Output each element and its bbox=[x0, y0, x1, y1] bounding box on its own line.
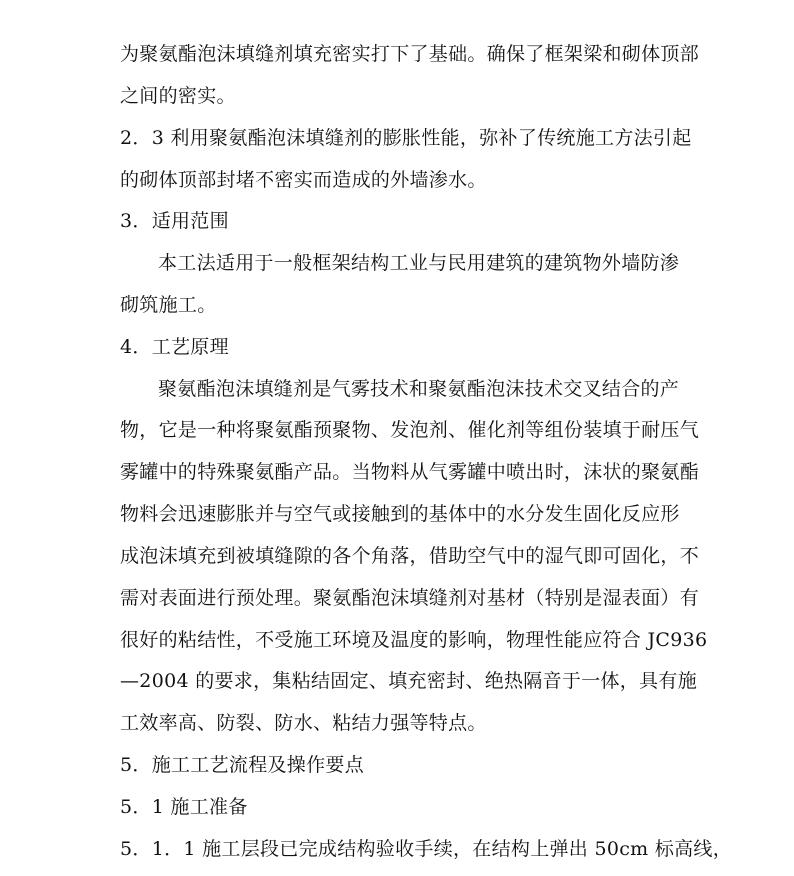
subsection-heading: 5．1 施工准备 bbox=[120, 796, 248, 818]
section-heading: 3．适用范围 bbox=[120, 210, 229, 232]
text-line: 工效率高、防裂、防水、粘结力强等特点。 bbox=[120, 712, 487, 734]
section-heading: 4．工艺原理 bbox=[120, 336, 229, 358]
text-line: 物料会迅速膨胀并与空气或接触到的基体中的水分发生固化反应形 bbox=[120, 503, 680, 525]
text-line: 的砌体顶部封堵不密实而造成的外墙渗水。 bbox=[120, 169, 487, 191]
text-line: 之间的密实。 bbox=[120, 85, 236, 107]
text-line: 雾罐中的特殊聚氨酯产品。当物料从气雾罐中喷出时，沫状的聚氨酯 bbox=[120, 461, 700, 483]
paragraph-line: 聚氨酯泡沫填缝剂是气雾技术和聚氨酯泡沫技术交叉结合的产 bbox=[158, 378, 680, 400]
paragraph-line: 本工法适用于一般框架结构工业与民用建筑的建筑物外墙防渗 bbox=[158, 252, 680, 274]
text-line: 砌筑施工。 bbox=[120, 294, 217, 316]
text-line: 很好的粘结性，不受施工环境及温度的影响，物理性能应符合 JC936 bbox=[120, 629, 708, 651]
text-line: —2004 的要求，集粘结固定、填充密封、绝热隔音于一体，具有施 bbox=[120, 670, 697, 692]
text-line: 为聚氨酯泡沫填缝剂填充密实打下了基础。确保了框架梁和砌体顶部 bbox=[120, 43, 700, 65]
text-line: 5．1．1 施工层段已完成结构验收手续，在结构上弹出 50cm 标高线， bbox=[120, 838, 733, 860]
section-heading: 5．施工工艺流程及操作要点 bbox=[120, 754, 364, 776]
text-line: 需对表面进行预处理。聚氨酯泡沫填缝剂对基材（特别是湿表面）有 bbox=[120, 587, 700, 609]
text-line: 成泡沫填充到被填缝隙的各个角落，借助空气中的湿气即可固化，不 bbox=[120, 545, 700, 567]
section-heading: 2．3 利用聚氨酯泡沫填缝剂的膨胀性能，弥补了传统施工方法引起 bbox=[120, 127, 692, 149]
text-line: 物，它是一种将聚氨酯预聚物、发泡剂、催化剂等组份装填于耐压气 bbox=[120, 419, 700, 441]
